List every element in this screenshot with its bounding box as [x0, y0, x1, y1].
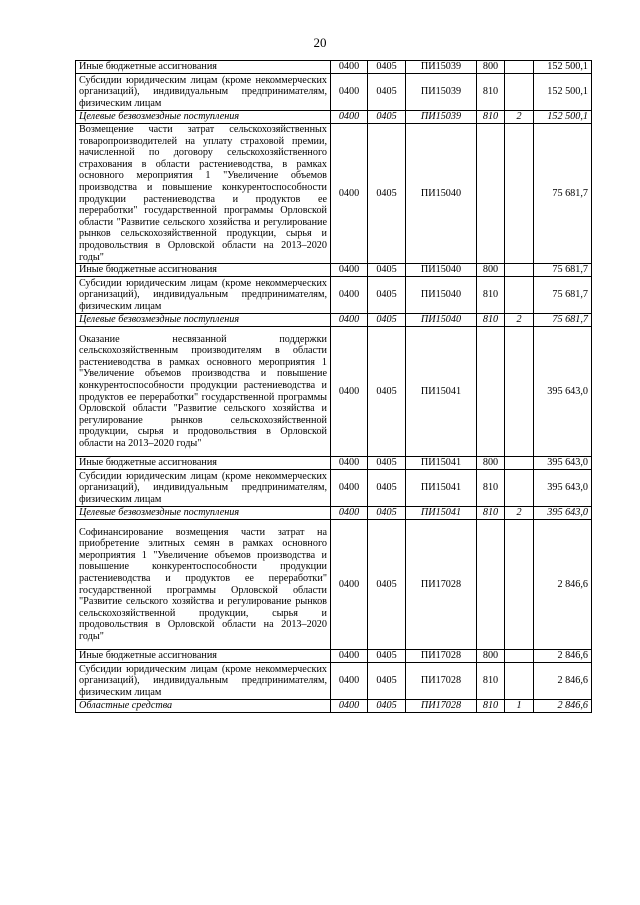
row-name: Софинансирование возмещения части затрат на приобретение элитных семян в рамках основного мероприятия 1 "Увеличение объемов производства и повышение конкурентоспособности продукции растениеводства и продуктов ее переработки" государственной программы Орловской области "Развитие сельского хозяйства и регулирование рынков сельскохозяйственной продукции, сырья и продовольствия в Орловской области на 2013–2020 годы": [76, 520, 331, 650]
row-target-code: ПИ15040: [406, 264, 477, 277]
row-target-code: ПИ15039: [406, 61, 477, 74]
row-expense-type: 800: [477, 457, 505, 470]
row-expense-type: [477, 327, 505, 457]
table-row: [76, 470, 592, 507]
row-expense-type: [477, 520, 505, 650]
row-amount: 2 846,6: [534, 650, 592, 663]
row-subsection: 0405: [368, 277, 406, 314]
row-section: 0400: [331, 327, 368, 457]
row-target-code: ПИ15041: [406, 457, 477, 470]
row-amount: 395 643,0: [534, 457, 592, 470]
row-section: 0400: [331, 507, 368, 520]
row-expense-type: 810: [477, 470, 505, 507]
row-name: Целевые безвозмездные поступления: [76, 507, 331, 520]
row-amount: 75 681,7: [534, 314, 592, 327]
row-funding-source: [505, 650, 534, 663]
table-row: [76, 700, 592, 713]
page-number: 20: [313, 35, 327, 50]
table-row: [76, 663, 592, 700]
row-section: 0400: [331, 277, 368, 314]
row-section: 0400: [331, 264, 368, 277]
row-expense-type: 800: [477, 650, 505, 663]
table-row: [76, 277, 592, 314]
row-amount: 152 500,1: [534, 111, 592, 124]
row-subsection: 0405: [368, 507, 406, 520]
row-section: 0400: [331, 124, 368, 264]
row-name: Целевые безвозмездные поступления: [76, 111, 331, 124]
table-row: [76, 650, 592, 663]
table-row: [76, 314, 592, 327]
row-expense-type: 810: [477, 700, 505, 713]
row-subsection: 0405: [368, 124, 406, 264]
row-amount: 75 681,7: [534, 264, 592, 277]
row-amount: 395 643,0: [534, 327, 592, 457]
row-subsection: 0405: [368, 327, 406, 457]
row-funding-source: [505, 74, 534, 111]
row-expense-type: 810: [477, 314, 505, 327]
row-funding-source: [505, 124, 534, 264]
row-subsection: 0405: [368, 314, 406, 327]
row-funding-source: [505, 327, 534, 457]
row-target-code: ПИ17028: [406, 663, 477, 700]
row-funding-source: [505, 663, 534, 700]
row-target-code: ПИ15040: [406, 277, 477, 314]
row-funding-source: 2: [505, 111, 534, 124]
row-subsection: 0405: [368, 74, 406, 111]
row-subsection: 0405: [368, 264, 406, 277]
row-expense-type: 810: [477, 74, 505, 111]
row-subsection: 0405: [368, 457, 406, 470]
row-subsection: 0405: [368, 700, 406, 713]
row-name: Иные бюджетные ассигнования: [76, 650, 331, 663]
row-amount: 395 643,0: [534, 507, 592, 520]
row-target-code: ПИ15040: [406, 124, 477, 264]
row-target-code: ПИ15039: [406, 74, 477, 111]
row-subsection: 0405: [368, 650, 406, 663]
row-name: Субсидии юридическим лицам (кроме некоммерческих организаций), индивидуальным предпринимателям, физическим лицам: [76, 663, 331, 700]
row-name: Целевые безвозмездные поступления: [76, 314, 331, 327]
row-amount: 152 500,1: [534, 61, 592, 74]
row-section: 0400: [331, 663, 368, 700]
row-funding-source: 2: [505, 314, 534, 327]
row-amount: 2 846,6: [534, 663, 592, 700]
table-row: [76, 111, 592, 124]
row-name: Областные средства: [76, 700, 331, 713]
row-target-code: ПИ15041: [406, 470, 477, 507]
table-row: [76, 507, 592, 520]
row-section: 0400: [331, 457, 368, 470]
table-row: [76, 457, 592, 470]
row-expense-type: [477, 124, 505, 264]
table-row: [76, 61, 592, 74]
budget-table: [75, 60, 592, 713]
row-expense-type: 800: [477, 264, 505, 277]
row-name: Возмещение части затрат сельскохозяйственных товаропроизводителей на уплату страховой премии, начисленной по договору сельскохозяйственного страхования в области растениеводства, в рамках основного мероприятия 1 "Увеличение объемов производства и повышение конкурентоспособности продукции растениеводства и продуктов ее переработки" государственной программы Орловской области "Развитие сельского хозяйства и регулирование рынков сельскохозяйственной продукции, сырья и продовольствия в Орловской области на 2013–2020 годы": [76, 124, 331, 264]
row-target-code: ПИ15039: [406, 111, 477, 124]
row-funding-source: [505, 457, 534, 470]
table-row: [76, 520, 592, 650]
row-name: Иные бюджетные ассигнования: [76, 61, 331, 74]
row-section: 0400: [331, 470, 368, 507]
row-name: Иные бюджетные ассигнования: [76, 457, 331, 470]
row-target-code: ПИ17028: [406, 520, 477, 650]
row-section: 0400: [331, 700, 368, 713]
row-section: 0400: [331, 520, 368, 650]
row-target-code: ПИ17028: [406, 650, 477, 663]
row-amount: 395 643,0: [534, 470, 592, 507]
row-subsection: 0405: [368, 61, 406, 74]
row-expense-type: 810: [477, 663, 505, 700]
row-funding-source: 1: [505, 700, 534, 713]
row-target-code: ПИ17028: [406, 700, 477, 713]
row-amount: 2 846,6: [534, 520, 592, 650]
row-expense-type: 810: [477, 507, 505, 520]
row-funding-source: [505, 277, 534, 314]
row-funding-source: [505, 264, 534, 277]
table-row: [76, 74, 592, 111]
table-row: [76, 264, 592, 277]
row-amount: 75 681,7: [534, 124, 592, 264]
row-amount: 2 846,6: [534, 700, 592, 713]
row-name: Субсидии юридическим лицам (кроме некоммерческих организаций), индивидуальным предпринимателям, физическим лицам: [76, 277, 331, 314]
row-subsection: 0405: [368, 663, 406, 700]
row-name: Субсидии юридическим лицам (кроме некоммерческих организаций), индивидуальным предпринимателям, физическим лицам: [76, 470, 331, 507]
row-section: 0400: [331, 111, 368, 124]
row-expense-type: 800: [477, 61, 505, 74]
row-name: Иные бюджетные ассигнования: [76, 264, 331, 277]
row-target-code: ПИ15041: [406, 507, 477, 520]
table-row: [76, 327, 592, 457]
row-name: Субсидии юридическим лицам (кроме некоммерческих организаций), индивидуальным предпринимателям, физическим лицам: [76, 74, 331, 111]
row-funding-source: [505, 61, 534, 74]
row-subsection: 0405: [368, 520, 406, 650]
row-section: 0400: [331, 314, 368, 327]
row-expense-type: 810: [477, 277, 505, 314]
row-section: 0400: [331, 61, 368, 74]
row-section: 0400: [331, 650, 368, 663]
row-subsection: 0405: [368, 111, 406, 124]
row-expense-type: 810: [477, 111, 505, 124]
row-name: Оказание несвязанной поддержки сельскохозяйственным производителям в области растениеводства в рамках основного мероприятия 1 "Увеличение объемов производства и повышение конкурентоспособности продукции растениеводства и продуктов ее переработки" государственной программы Орловской области "Развитие сельского хозяйства и регулирование рынков сельскохозяйственной продукции, сырья и продовольствия в Орловской области на 2013–2020 годы": [76, 327, 331, 457]
row-section: 0400: [331, 74, 368, 111]
row-funding-source: 2: [505, 507, 534, 520]
row-subsection: 0405: [368, 470, 406, 507]
row-funding-source: [505, 470, 534, 507]
row-target-code: ПИ15041: [406, 327, 477, 457]
row-amount: 152 500,1: [534, 74, 592, 111]
row-funding-source: [505, 520, 534, 650]
row-target-code: ПИ15040: [406, 314, 477, 327]
table-row: [76, 124, 592, 264]
row-amount: 75 681,7: [534, 277, 592, 314]
